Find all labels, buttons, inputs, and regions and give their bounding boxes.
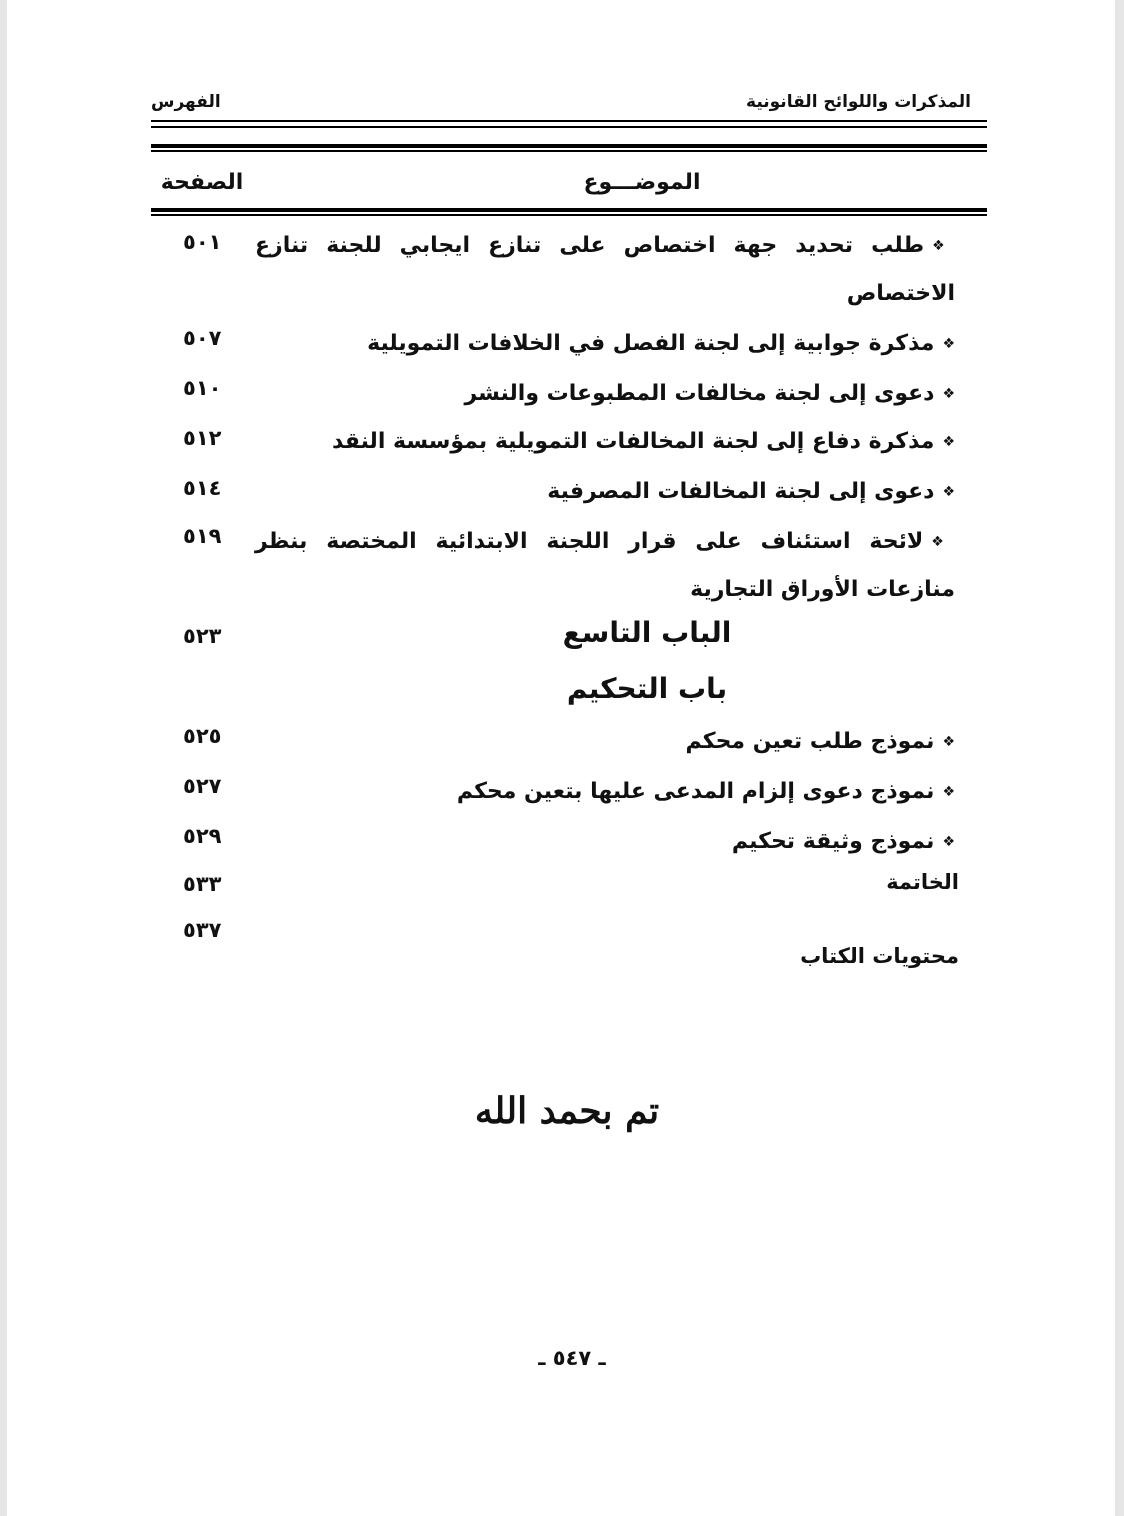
toc-entry-text: نموذج طلب تعين محكم: [685, 729, 935, 754]
toc-entry: [255, 768, 955, 816]
toc-entry: [255, 818, 955, 866]
header-rule: [151, 120, 987, 122]
footer-page-number: ـ ٥٤٧ ـ: [538, 1346, 606, 1370]
bullet-icon: ❖: [932, 238, 955, 254]
chapter-title: باب التحكيم: [566, 672, 728, 705]
section-title: الفهرس: [151, 92, 221, 112]
bullet-icon: ❖: [942, 734, 955, 750]
bullet-icon: ❖: [942, 784, 955, 800]
toc-entry-text: طلب تحديد جهة اختصاص على تنازع ايجابي للجنة تنازع الاختصاص: [255, 233, 955, 306]
bullet-icon: ❖: [942, 336, 955, 352]
table-top-rule: [151, 150, 987, 152]
book-title: المذكرات واللوائح القانونية: [746, 92, 971, 112]
toc-entry: [255, 718, 955, 766]
toc-page-number: ٥٢٩: [183, 824, 222, 848]
toc-entry: [255, 468, 955, 516]
conclusion-title: الخاتمة: [886, 870, 959, 894]
toc-entry: [255, 418, 955, 466]
toc-page-number: ٥٠١: [183, 230, 222, 254]
toc-page-number: ٥١٤: [183, 476, 222, 500]
toc-page-number: ٥٢٧: [183, 774, 222, 798]
toc-page-number: ٥٣٧: [183, 918, 222, 942]
toc-entry-text: نموذج دعوى إلزام المدعى عليها بتعين محكم: [456, 779, 935, 804]
toc-page-number: ٥١٢: [183, 426, 222, 450]
bullet-icon: ❖: [942, 834, 955, 850]
chapter-number: الباب التاسع: [562, 616, 732, 649]
toc-entry: [255, 222, 955, 318]
bullet-icon: ❖: [942, 484, 955, 500]
header-rule: [151, 126, 987, 128]
toc-page-number: ٥٢٣: [183, 624, 222, 648]
toc-entry-text: نموذج وثيقة تحكيم: [731, 829, 935, 854]
bullet-icon: ❖: [942, 434, 955, 450]
toc-entry-text: مذكرة جوابية إلى لجنة الفصل في الخلافات التمويلية: [367, 331, 935, 356]
table-top-rule: [151, 144, 987, 148]
toc-page-number: ٥٣٣: [183, 872, 222, 896]
toc-entry: [255, 320, 955, 368]
table-header-rule: [151, 208, 987, 212]
toc-entry-text: دعوى إلى لجنة مخالفات المطبوعات والنشر: [464, 381, 935, 406]
contents-title: محتويات الكتاب: [800, 944, 959, 968]
closing-phrase: تم بحمد الله: [474, 1090, 660, 1132]
toc-entry-text: مذكرة دفاع إلى لجنة المخالفات التمويلية بمؤسسة النقد: [332, 429, 935, 454]
toc-entry-text: لائحة استئناف على قرار اللجنة الابتدائية المختصة بنظر منازعات الأوراق التجارية: [255, 529, 955, 602]
column-header-topic: الموضـــوع: [583, 170, 701, 195]
toc-entry: [255, 370, 955, 418]
toc-entry: [255, 518, 955, 614]
bullet-icon: ❖: [942, 386, 955, 402]
bullet-icon: ❖: [931, 534, 955, 550]
toc-entry-text: دعوى إلى لجنة المخالفات المصرفية: [547, 479, 935, 504]
toc-page-number: ٥٠٧: [183, 326, 222, 350]
toc-page-number: ٥١٠: [183, 376, 222, 400]
table-header-rule: [151, 214, 987, 216]
toc-page-number: ٥١٩: [183, 524, 222, 548]
document-page: [7, 0, 1115, 1516]
column-header-page: الصفحة: [160, 170, 244, 195]
toc-page-number: ٥٢٥: [183, 724, 222, 748]
